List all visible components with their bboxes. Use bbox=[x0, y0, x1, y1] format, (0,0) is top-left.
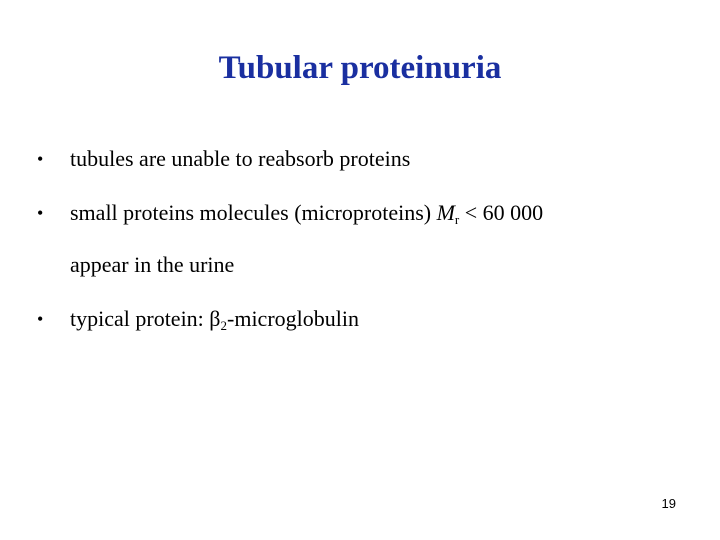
bullet-text: typical protein: β bbox=[70, 306, 221, 331]
bullet-text: tubules are unable to reabsorb proteins bbox=[70, 146, 411, 171]
bullet-icon: • bbox=[37, 203, 44, 223]
bullet-icon: • bbox=[37, 149, 44, 169]
bullet-item-microproteins bbox=[37, 198, 697, 280]
molar-mass-threshold: < 60 000 bbox=[459, 200, 544, 225]
beta-subscript: 2 bbox=[220, 318, 227, 333]
slide-title: Tubular proteinuria bbox=[218, 50, 502, 86]
molar-mass-symbol: M bbox=[436, 200, 455, 225]
page-number: 19 bbox=[661, 496, 676, 511]
bullet-item-typical-protein bbox=[37, 304, 697, 334]
bullet-item-tubules bbox=[37, 144, 697, 174]
bullet-text-suffix: -microglobulin bbox=[227, 306, 359, 331]
molar-mass-subscript: r bbox=[454, 212, 460, 227]
bullet-icon: • bbox=[37, 309, 44, 329]
bullet-list bbox=[37, 144, 697, 358]
bullet-text: small proteins molecules (microproteins) bbox=[70, 200, 437, 225]
bullet-continuation: appear in the urine bbox=[70, 252, 235, 277]
